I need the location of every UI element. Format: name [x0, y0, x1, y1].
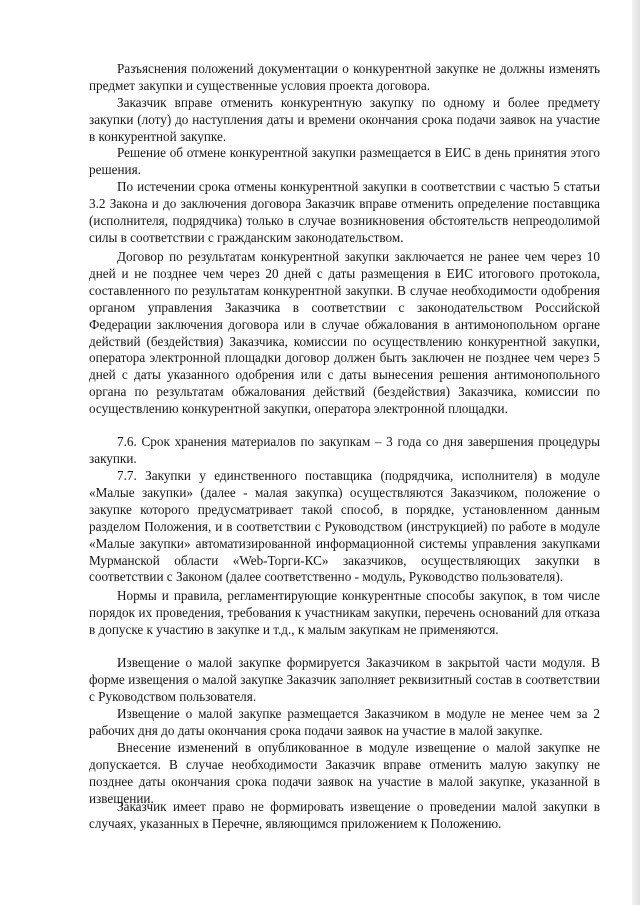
paragraph-notice-posted: Извещение о малой закупке размещается Заказчиком в модуле не менее чем за 2 рабочих дня до даты окончания срока подачи заявок на участие в малой закупке. [89, 706, 600, 738]
page-edge-shadow [632, 0, 640, 905]
paragraph-7-6-storage: 7.6. Срок хранения материалов по закупкам – 3 года со дня завершения процедуры закупки. [89, 434, 600, 466]
paragraph-norms-rules: Нормы и правила, регламентирующие конкурентные способы закупок, в том числе порядок их проведения, требования к участникам закупки, перечень оснований для отказа в допуске к участию в закупке и т.д., к малым закупкам не применяются. [89, 588, 600, 637]
paragraph-contract-terms: Договор по результатам конкурентной закупки заключается не ранее чем через 10 дней и не позднее чем через 20 дней с даты размещения в ЕИС итогового протокола, составленного по результатам конкурентной закупки. В случае необходимости одобрения органом управления Заказчика в соответствии с законодательством Российской Федерации заключения договора или в случае обжалования в антимонопольном органе действий (бездействия) Заказчика, комиссии по осуществлению конкурентной закупки, оператора электронной площадки договор должен быть заключен не позднее чем через 5 дней с даты указанного одобрения или с даты вынесения решения антимонопольного органа по результатам обжалования действий (бездействия) Заказчика, комиссии по осуществлению конкурентной закупки, оператора электронной площадки. [89, 249, 600, 417]
paragraph-notice-changes: Внесение изменений в опубликованное в модуле извещение о малой закупке не допускается. В случае необходимости Заказчик вправе отменить малую закупку не позднее даты окончания срока подачи заявок на участие в малой закупке, указанной в извещении. [89, 740, 600, 806]
paragraph-after-cancel-period: По истечении срока отмены конкурентной закупки в соответствии с частью 5 статьи 3.2 Закона и до заключения договора Заказчик вправе отменить определение поставщика (исполнителя, подрядчика) только в случае возникновения обстоятельств непреодолимой силы в соответствии с гражданским законодательством. [89, 179, 600, 245]
paragraph-notice-formed: Извещение о малой закупке формируется Заказчиком в закрытой части модуля. В форме извещения о малой закупке Заказчик заполняет реквизитный состав в соответствии с Руководством пользователя. [89, 655, 600, 704]
paragraph-notice-exemption: Заказчик имеет право не формировать извещение о проведении малой закупки в случаях, указанных в Перечне, являющимся приложением к Положению. [89, 799, 600, 831]
paragraph-cancel-right: Заказчик вправе отменить конкурентную закупку по одному и более предмету закупки (лоту) до наступления даты и времени окончания срока подачи заявок на участие в конкурентной закупке. [89, 95, 600, 144]
paragraph-clarifications: Разъяснения положений документации о конкурентной закупке не должны изменять предмет закупки и существенные условия проекта договора. [89, 61, 600, 93]
paragraph-cancel-decision: Решение об отмене конкурентной закупки размещается в ЕИС в день принятия этого решения. [89, 145, 600, 177]
paragraph-7-7-small-purchases: 7.7. Закупки у единственного поставщика (подрядчика, исполнителя) в модуле «Малые закупки» (далее - малая закупка) осуществляются Заказчиком, положение о закупке которого предусматривает такой способ, в порядке, установленном данным разделом Положения, и в соответствии с Руководством (инструкцией) по работе в модуле «Малые закупки» автоматизированной информационной системы управления закупками Мурманской области «Web-Торги-КС» заказчиков, осуществляющих закупки в соответствии с Законом (далее соответственно - модуль, Руководство пользователя). [89, 468, 600, 585]
